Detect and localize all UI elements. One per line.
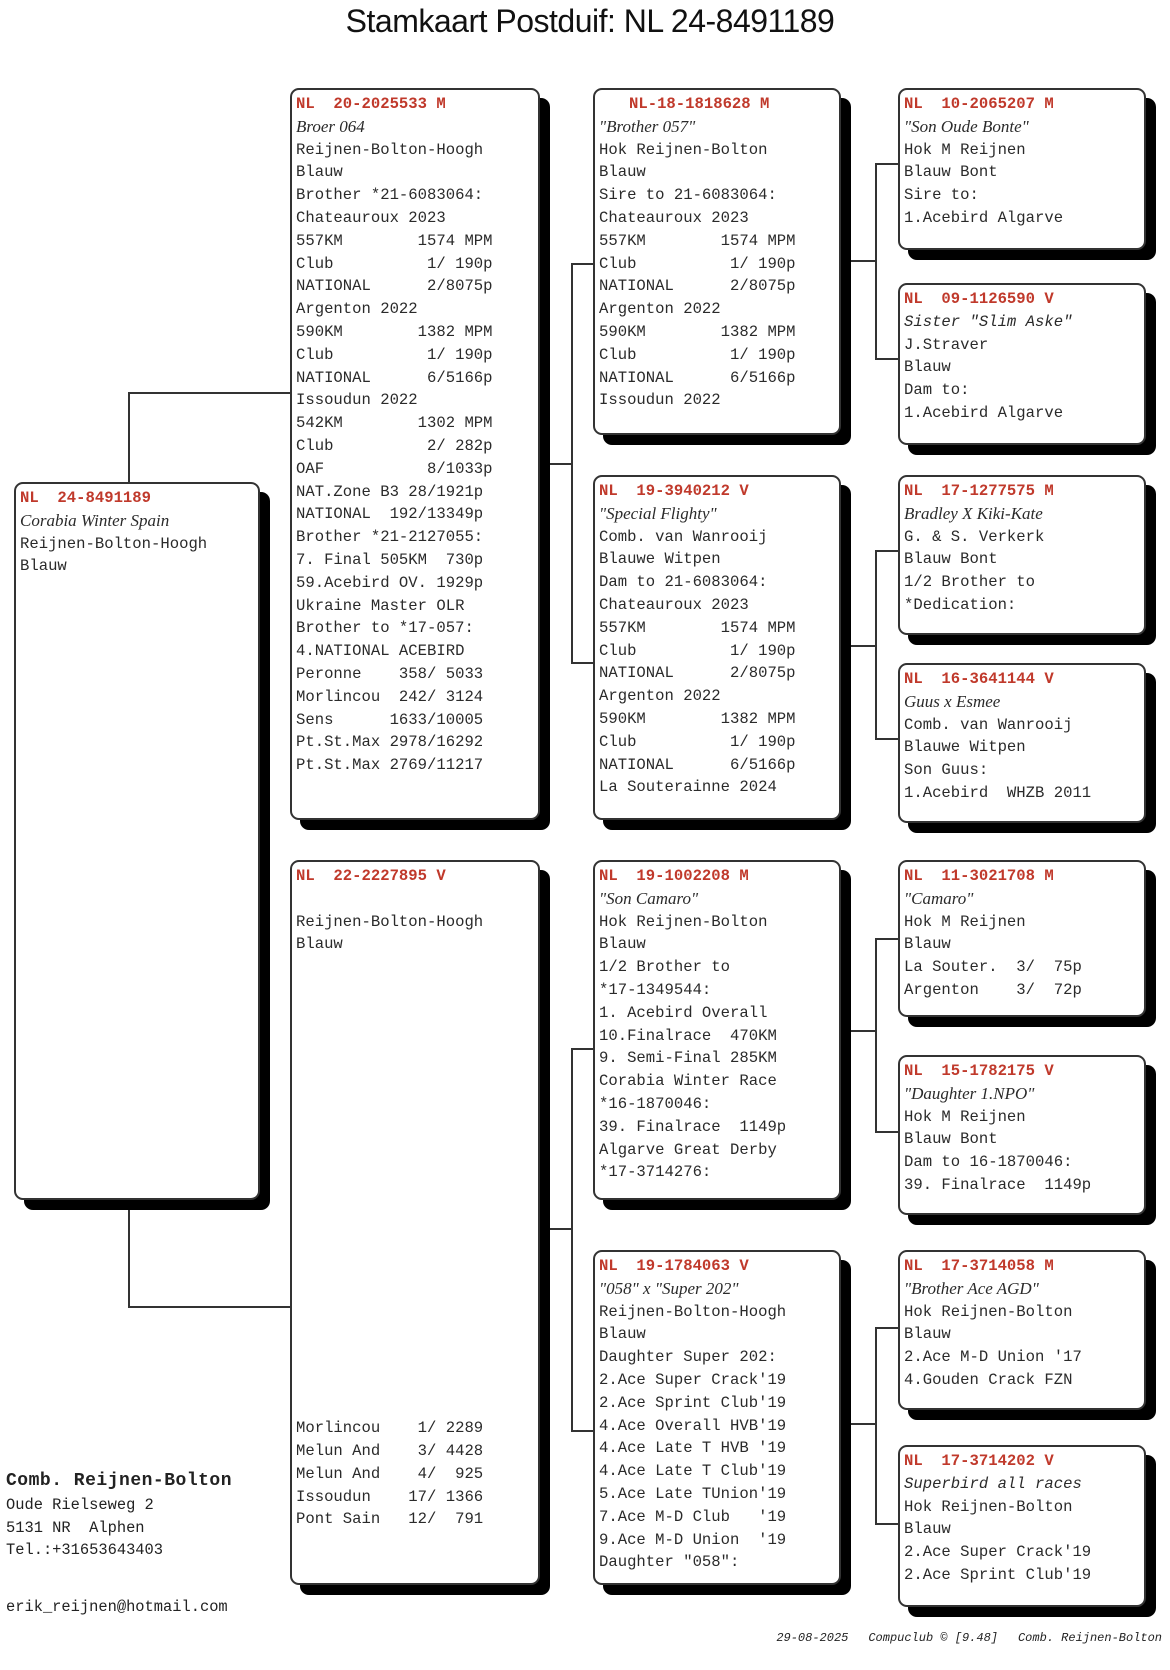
pigeon-name: Bradley X Kiki-Kate — [904, 503, 1043, 523]
pigeon-card-sire-dam[interactable] — [593, 475, 841, 820]
note-line: Argenton 2022 — [599, 300, 721, 319]
pigeon-color: Blauw Bont — [904, 163, 998, 182]
loft-name: Hok M Reijnen — [904, 140, 1026, 159]
loft-name: Comb. van Wanrooij — [904, 715, 1073, 734]
ring-number: NL 17-1277575 M — [904, 482, 1054, 500]
pigeon-name: Sister "Slim Aske" — [904, 312, 1073, 331]
pigeon-name: "Daughter 1.NPO" — [904, 1083, 1035, 1103]
loft-name: Hok M Reijnen — [904, 912, 1026, 931]
pigeon-card-sire-sire[interactable] — [593, 88, 841, 435]
note-line: 9. Semi-Final 285KM — [599, 1049, 777, 1068]
pigeon-name: "Son Oude Bonte" — [904, 116, 1029, 136]
note-line: 590KM 1382 MPM — [296, 322, 493, 341]
ring-number: NL 19-1002208 M — [599, 867, 749, 885]
connector-line — [571, 1048, 595, 1050]
loft-name: Comb. van Wanrooij — [599, 527, 768, 546]
connector-line — [875, 938, 877, 1133]
note-line: Ukraine Master OLR — [296, 596, 465, 615]
connector-line — [571, 1430, 595, 1432]
note-line: Pt.St.Max 2769/11217 — [296, 756, 484, 775]
pigeon-card-ss-dam[interactable] — [898, 283, 1146, 445]
pigeon-color: Blauw — [296, 935, 343, 954]
pigeon-name: "Special Flighty" — [599, 503, 717, 523]
connector-line — [875, 1327, 898, 1329]
owner-name: Comb. Reijnen-Bolton — [6, 1471, 233, 1491]
pigeon-card-ds-dam[interactable] — [898, 1055, 1146, 1215]
note-line: 1.Acebird WHZB 2011 — [904, 783, 1092, 802]
loft-name: Hok Reijnen-Bolton — [599, 912, 768, 931]
pigeon-color: Blauw — [599, 163, 646, 182]
note-line: Brother to *17-057: — [296, 619, 474, 638]
note-line: Daughter Super 202: — [599, 1348, 777, 1367]
note-line: 1/2 Brother to — [904, 573, 1036, 592]
note-line: NAT.Zone B3 28/1921p — [296, 482, 484, 501]
note-line: Daughter "058": — [599, 1553, 740, 1572]
note-line: *Dedication: — [904, 595, 1017, 614]
footer — [756, 1631, 1162, 1645]
connector-line — [875, 358, 898, 360]
note-line: 590KM 1382 MPM — [599, 322, 796, 341]
pigeon-card-dd-sire[interactable] — [898, 1250, 1146, 1410]
loft-name: Reijnen-Bolton-Hoogh — [20, 534, 208, 553]
pigeon-color: Blauw — [599, 1325, 646, 1344]
note-line: NATIONAL 6/5166p — [296, 368, 493, 387]
note-line: Corabia Winter Race — [599, 1072, 777, 1091]
loft-name: Reijnen-Bolton-Hoogh — [296, 912, 484, 931]
note-line: 590KM 1382 MPM — [599, 709, 796, 728]
connector-line — [548, 463, 572, 465]
connector-line — [571, 662, 595, 664]
pigeon-color: Blauw — [904, 935, 951, 954]
note-line: Pont Sain 12/ 791 — [296, 1510, 484, 1529]
loft-name: G. & S. Verkerk — [904, 527, 1045, 546]
connector-line — [571, 263, 573, 663]
note-line: Chateauroux 2023 — [599, 208, 749, 227]
footer-date: 29-08-2025 — [776, 1631, 849, 1645]
pigeon-card-sd-sire[interactable] — [898, 475, 1146, 635]
connector-line — [850, 260, 876, 262]
connector-line — [875, 550, 898, 552]
ring-number: NL 17-3714058 M — [904, 1257, 1054, 1275]
ring-number: NL 16-3641144 V — [904, 670, 1054, 688]
note-line: 9.Ace M-D Union '19 — [599, 1530, 787, 1549]
note-line: La Souterainne 2024 — [599, 778, 777, 797]
pigeon-card-dam-sire[interactable] — [593, 860, 841, 1200]
note-line: 4.Ace Late T Club'19 — [599, 1462, 787, 1481]
note-line: Brother *21-6083064: — [296, 186, 484, 205]
page-title: Stamkaart Postduif: NL 24-8491189 — [345, 3, 835, 39]
note-line: *16-1870046: — [599, 1094, 712, 1113]
pigeon-color: Blauw Bont — [904, 550, 998, 569]
ring-number: NL 17-3714202 V — [904, 1452, 1054, 1470]
note-line: NATIONAL 6/5166p — [599, 368, 796, 387]
notes-gap — [296, 956, 538, 1417]
note-line: *17-1349544: — [599, 980, 712, 999]
loft-name: Hok Reijnen-Bolton — [904, 1497, 1073, 1516]
note-line: Brother *21-2127055: — [296, 528, 484, 547]
pigeon-color: Blauw — [904, 358, 951, 377]
connector-line — [128, 1306, 290, 1308]
pigeon-card-sire[interactable] — [290, 88, 540, 820]
pigeon-name: Corabia Winter Spain — [20, 510, 170, 530]
note-line: 1/2 Brother to — [599, 958, 731, 977]
owner-email[interactable]: erik_reijnen@hotmail.com — [6, 1598, 228, 1616]
connector-line — [875, 738, 898, 740]
pigeon-color: Blauw Bont — [904, 1130, 998, 1149]
note-line: Morlincou 242/ 3124 — [296, 687, 484, 706]
note-line: 4.Gouden Crack FZN — [904, 1370, 1073, 1389]
note-line: 4.Ace Overall HVB'19 — [599, 1416, 787, 1435]
pigeon-color: Blauw — [599, 935, 646, 954]
note-line: 2.Ace Super Crack'19 — [904, 1543, 1092, 1562]
ring-number: NL 11-3021708 M — [904, 867, 1054, 885]
note-line: 39. Finalrace 1149p — [599, 1117, 787, 1136]
pigeon-card-root[interactable] — [14, 482, 260, 1200]
pigeon-color: Blauw — [904, 1325, 951, 1344]
note-line: 39. Finalrace 1149p — [904, 1175, 1092, 1194]
pigeon-card-dam-dam[interactable] — [593, 1250, 841, 1585]
note-line: La Souter. 3/ 75p — [904, 958, 1082, 977]
loft-name: Hok Reijnen-Bolton — [904, 1302, 1073, 1321]
note-line: Club 1/ 190p — [599, 345, 796, 364]
note-line: NATIONAL 2/8075p — [296, 277, 493, 296]
note-line: 1.Acebird Algarve — [904, 208, 1064, 227]
connector-line — [875, 1327, 877, 1525]
pigeon-color: Blauw — [904, 1520, 951, 1539]
note-line: 2.Ace M-D Union '17 — [904, 1348, 1082, 1367]
footer-owner: Comb. Reijnen-Bolton — [1017, 1631, 1162, 1645]
note-line: Club 1/ 190p — [296, 254, 493, 273]
note-line: Sire to 21-6083064: — [599, 186, 777, 205]
note-line: Morlincou 1/ 2289 — [296, 1419, 484, 1438]
pigeon-card-dam[interactable] — [290, 860, 540, 1585]
note-line: Dam to 21-6083064: — [599, 573, 768, 592]
pigeon-name: Guus x Esmee — [904, 691, 1001, 711]
loft-name: J.Straver — [904, 335, 989, 354]
note-line: 7. Final 505KM 730p — [296, 550, 484, 569]
connector-line — [128, 392, 290, 394]
loft-name: Reijnen-Bolton-Hoogh — [296, 140, 484, 159]
note-line: NATIONAL 192/13349p — [296, 505, 484, 524]
note-line: Algarve Great Derby — [599, 1140, 777, 1159]
loft-name: Reijnen-Bolton-Hoogh — [599, 1302, 787, 1321]
note-line: Peronne 358/ 5033 — [296, 664, 484, 683]
note-line: *17-3714276: — [599, 1163, 712, 1182]
pigeon-card-sd-dam[interactable] — [898, 663, 1146, 823]
note-line: Club 1/ 190p — [296, 345, 493, 364]
note-line: Melun And 3/ 4428 — [296, 1441, 484, 1460]
note-line: NATIONAL 2/8075p — [599, 664, 796, 683]
pigeon-color: Blauwe Witpen — [904, 738, 1026, 757]
footer-software: Compuclub © [9.48] — [868, 1631, 998, 1645]
empty-name — [296, 888, 538, 911]
pigeon-name: "Camaro" — [904, 888, 974, 908]
note-line: 4.Ace Late T HVB '19 — [599, 1439, 787, 1458]
note-line: 1.Acebird Algarve — [904, 403, 1064, 422]
pigeon-color: Blauw — [296, 163, 343, 182]
pigeon-name: "Brother 057" — [599, 116, 696, 136]
note-line: Chateauroux 2023 — [296, 208, 446, 227]
connector-line — [571, 263, 595, 265]
ring-number: NL 19-3940212 V — [599, 482, 749, 500]
connector-line — [875, 163, 877, 360]
connector-line — [850, 645, 876, 647]
note-line: Chateauroux 2023 — [599, 595, 749, 614]
note-line: 7.Ace M-D Club '19 — [599, 1507, 787, 1526]
connector-line — [875, 1523, 898, 1525]
connector-line — [875, 550, 877, 740]
owner-phone: Tel.:+31653643403 — [6, 1541, 164, 1559]
pigeon-name: Superbird all races — [904, 1474, 1082, 1493]
connector-line — [850, 1030, 876, 1032]
pigeon-name: "Brother Ace AGD" — [904, 1278, 1039, 1298]
connector-line — [875, 163, 898, 165]
ring-number: NL 15-1782175 V — [904, 1062, 1054, 1080]
pigeon-card-dd-dam[interactable] — [898, 1445, 1146, 1607]
note-line: Pt.St.Max 2978/16292 — [296, 733, 484, 752]
connector-line — [571, 1048, 573, 1431]
note-line: 557KM 1574 MPM — [599, 618, 796, 637]
ring-number: NL 24-8491189 — [20, 489, 152, 507]
connector-line — [875, 1131, 898, 1133]
ring-number: NL 20-2025533 M — [296, 95, 446, 113]
note-line: NATIONAL 2/8075p — [599, 277, 796, 296]
note-line: Club 1/ 190p — [599, 732, 796, 751]
connector-line — [875, 938, 898, 940]
note-line: Argenton 2022 — [296, 300, 418, 319]
note-line: Issoudun 2022 — [599, 391, 721, 410]
note-line: 557KM 1574 MPM — [296, 231, 493, 250]
note-line: Melun And 4/ 925 — [296, 1464, 484, 1483]
pigeon-name: "058" x "Super 202" — [599, 1278, 739, 1298]
ring-number: NL-18-1818628 M — [629, 95, 770, 113]
connector-line — [850, 1423, 876, 1425]
connector-line — [548, 1228, 572, 1230]
note-line: Sire to: — [904, 186, 979, 205]
pigeon-name: "Son Camaro" — [599, 888, 699, 908]
connector-line — [128, 392, 130, 484]
note-line: Son Guus: — [904, 761, 989, 780]
note-line: Club 1/ 190p — [599, 641, 796, 660]
pigeon-color: Blauw — [20, 557, 67, 576]
owner-address: Oude Rielseweg 2 — [6, 1496, 154, 1514]
ring-number: NL 19-1784063 V — [599, 1257, 749, 1275]
pigeon-card-ds-sire[interactable] — [898, 860, 1146, 1017]
owner-city: 5131 NR Alphen — [6, 1518, 145, 1537]
ring-number: NL 10-2065207 M — [904, 95, 1054, 113]
note-line: Issoudun 2022 — [296, 391, 418, 410]
note-line: 5.Ace Late TUnion'19 — [599, 1484, 787, 1503]
note-line: 2.Ace Super Crack'19 — [599, 1370, 787, 1389]
note-line: 10.Finalrace 470KM — [599, 1026, 777, 1045]
note-line: Dam to 16-1870046: — [904, 1153, 1073, 1172]
pigeon-card-ss-sire[interactable] — [898, 88, 1146, 250]
note-line: 2.Ace Sprint Club'19 — [599, 1393, 787, 1412]
pigeon-name: Broer 064 — [296, 116, 365, 136]
note-line: 59.Acebird OV. 1929p — [296, 573, 484, 592]
note-line: Dam to: — [904, 381, 970, 400]
note-line: Issoudun 17/ 1366 — [296, 1487, 484, 1506]
note-line: Argenton 3/ 72p — [904, 980, 1082, 999]
note-line: Argenton 2022 — [599, 687, 721, 706]
note-line: 2.Ace Sprint Club'19 — [904, 1565, 1092, 1584]
note-line: NATIONAL 6/5166p — [599, 755, 796, 774]
pigeon-color: Blauwe Witpen — [599, 550, 721, 569]
ring-number: NL 22-2227895 V — [296, 867, 446, 885]
loft-name: Hok M Reijnen — [904, 1107, 1026, 1126]
note-line: 542KM 1302 MPM — [296, 414, 493, 433]
note-line: OAF 8/1033p — [296, 459, 493, 478]
note-line: Sens 1633/10005 — [296, 710, 484, 729]
loft-name: Hok Reijnen-Bolton — [599, 140, 768, 159]
note-line: Club 2/ 282p — [296, 436, 493, 455]
note-line: Club 1/ 190p — [599, 254, 796, 273]
note-line: 1. Acebird Overall — [599, 1003, 768, 1022]
ring-number: NL 09-1126590 V — [904, 290, 1054, 308]
note-line: 557KM 1574 MPM — [599, 231, 796, 250]
owner-block — [6, 1468, 232, 1562]
connector-line — [128, 1208, 130, 1306]
note-line: 4.NATIONAL ACEBIRD — [296, 642, 465, 661]
